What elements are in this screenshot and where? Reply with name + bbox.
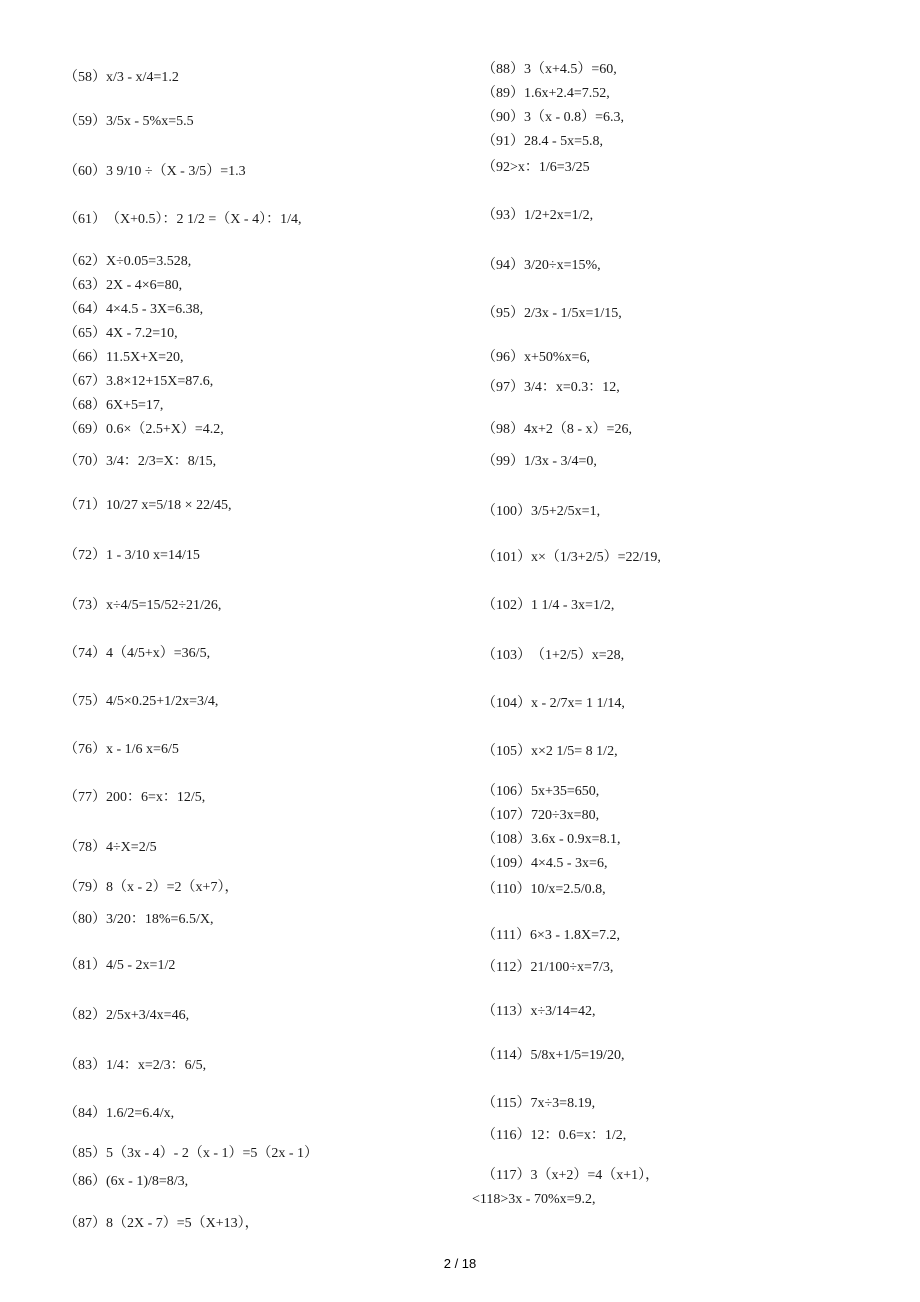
- equation-text: 3（x+4.5）=60,: [524, 62, 617, 77]
- equation-text: x÷4/5=15/52÷21/26,: [106, 598, 222, 613]
- equation-number: （100）: [482, 504, 531, 519]
- equation-item: [64, 300, 203, 320]
- equation-item: [64, 276, 182, 296]
- equation-number: （73）: [64, 598, 106, 613]
- equation-item: [482, 646, 624, 666]
- equation-item: [482, 854, 607, 874]
- equation-item: [472, 1190, 596, 1210]
- equation-item: [64, 68, 179, 88]
- equation-number: （95）: [482, 306, 524, 321]
- equation-text: （1+2/5）x=28,: [531, 648, 625, 663]
- equation-item: [482, 1126, 626, 1146]
- equation-item: [482, 1166, 659, 1186]
- equation-number: （108）: [482, 832, 531, 847]
- equation-text: 10/x=2.5/0.8,: [530, 882, 606, 897]
- equation-text: x+50%x=6,: [524, 350, 590, 365]
- equation-item: [482, 348, 590, 368]
- equation-item: [482, 548, 661, 568]
- equation-text: 720÷3x=80,: [531, 808, 600, 823]
- equation-item: [64, 348, 184, 368]
- equation-text: 8（2X - 7）=5（X+13），: [106, 1216, 259, 1231]
- equation-number: （77）: [64, 790, 106, 805]
- equation-text: 2/3x - 1/5x=1/15,: [524, 306, 622, 321]
- equation-item: [482, 1094, 595, 1114]
- equation-item: [482, 880, 606, 900]
- equation-number: （104）: [482, 696, 531, 711]
- equation-number: （60）: [64, 164, 106, 179]
- equation-number: （76）: [64, 742, 106, 757]
- equation-number: （102）: [482, 598, 531, 613]
- equation-text: 0.6×（2.5+X）=4.2,: [106, 422, 224, 437]
- equation-text: x×（1/3+2/5）=22/19,: [531, 550, 661, 565]
- equation-text: 4/5 - 2x=1/2: [106, 958, 176, 973]
- equation-text: 1.6x+2.4=7.52,: [524, 86, 610, 101]
- equation-item: [482, 926, 620, 946]
- equation-number: （79）: [64, 880, 106, 895]
- equation-number: （115）: [482, 1096, 531, 1111]
- equation-item: [482, 304, 622, 324]
- equation-item: [64, 1006, 189, 1026]
- equation-text: 3（x+2）=4（x+1），: [530, 1168, 660, 1183]
- equation-number: （70）: [64, 454, 106, 469]
- equation-item: [64, 596, 221, 616]
- equation-number: （82）: [64, 1008, 106, 1023]
- equation-item: [482, 782, 599, 802]
- page-number: 2 / 18: [443, 1256, 477, 1271]
- equation-item: [482, 958, 613, 978]
- equation-number: （72）: [64, 548, 106, 563]
- equation-text: 5x+35=650,: [531, 784, 600, 799]
- equation-item: [64, 1144, 318, 1164]
- equation-item: [482, 420, 632, 440]
- equation-number: （96）: [482, 350, 524, 365]
- equation-text: 2/5x+3/4x=46,: [106, 1008, 190, 1023]
- equation-item: [482, 1002, 595, 1022]
- equation-number: （63）: [64, 278, 106, 293]
- equation-item: [482, 1046, 624, 1066]
- equation-text: 200：6=x：12/5,: [106, 790, 206, 805]
- equation-text: 4×4.5 - 3x=6,: [531, 856, 608, 871]
- equation-item: [64, 956, 175, 976]
- equation-number: （87）: [64, 1216, 106, 1231]
- equation-number: <118>: [472, 1192, 509, 1207]
- equation-number: （85）: [64, 1146, 106, 1161]
- equation-item: [482, 108, 624, 128]
- equation-item: [64, 910, 213, 930]
- equation-number: （112）: [482, 960, 531, 975]
- equation-item: [64, 496, 231, 516]
- equation-number: （69）: [64, 422, 106, 437]
- equation-text: 2X - 4×6=80,: [106, 278, 183, 293]
- equation-number: （58）: [64, 70, 106, 85]
- equation-text: 4/5×0.25+1/2x=3/4,: [106, 694, 219, 709]
- equation-item: [64, 1104, 174, 1124]
- equation-text: 3/5x - 5%x=5.5: [106, 114, 194, 129]
- equation-number: （98）: [482, 422, 524, 437]
- equation-number: （81）: [64, 958, 106, 973]
- equation-item: [482, 502, 600, 522]
- equation-text: 7x÷3=8.19,: [530, 1096, 596, 1111]
- equation-item: [64, 740, 179, 760]
- equation-text: 8（x - 2）=2（x+7），: [106, 880, 239, 895]
- equation-item: [64, 210, 301, 230]
- equation-item: [64, 162, 246, 182]
- equation-number: （107）: [482, 808, 531, 823]
- equation-number: （89）: [482, 86, 524, 101]
- equation-number: （110）: [482, 882, 531, 897]
- equation-number: （74）: [64, 646, 106, 661]
- equation-number: （109）: [482, 856, 531, 871]
- equation-text: 6X+5=17,: [106, 398, 164, 413]
- equation-text: 1 1/4 - 3x=1/2,: [531, 598, 615, 613]
- equation-number: （97）: [482, 380, 524, 395]
- equation-item: [482, 830, 621, 850]
- equation-number: （71）: [64, 498, 106, 513]
- equation-text: 12：0.6=x：1/2,: [530, 1128, 627, 1143]
- equation-item: [64, 324, 178, 344]
- equation-text: 3 9/10 ÷（X - 3/5）=1.3: [106, 164, 246, 179]
- equation-text: x/3 - x/4=1.2: [106, 70, 179, 85]
- equation-item: [482, 694, 625, 714]
- equation-number: （66）: [64, 350, 106, 365]
- equation-item: [64, 1214, 259, 1234]
- equation-text: 4（4/5+x）=36/5,: [106, 646, 211, 661]
- equation-number: （65）: [64, 326, 106, 341]
- equation-number: （61）: [64, 212, 106, 227]
- equation-item: [64, 692, 218, 712]
- equation-text: 3x - 70%x=9.2,: [508, 1192, 596, 1207]
- equation-text: 11.5X+X=20,: [106, 350, 184, 365]
- equation-text: 3/4：2/3=X：8/15,: [106, 454, 217, 469]
- equation-text: 3/20÷x=15%,: [524, 258, 601, 273]
- equation-text: x - 1/6 x=6/5: [106, 742, 179, 757]
- equation-number: （67）: [64, 374, 106, 389]
- equation-text: x÷3/14=42,: [530, 1004, 596, 1019]
- equation-number: （113）: [482, 1004, 531, 1019]
- equation-text: 5/8x+1/5=19/20,: [530, 1048, 625, 1063]
- equation-text: 3/20：18%=6.5/X,: [106, 912, 214, 927]
- equation-number: （103）: [482, 648, 531, 663]
- equation-text: x - 2/7x= 1 1/14,: [531, 696, 625, 711]
- equation-number: （94）: [482, 258, 524, 273]
- equation-text: x：1/6=3/25: [517, 160, 590, 175]
- equation-number: （114）: [482, 1048, 531, 1063]
- equation-number: （105）: [482, 744, 531, 759]
- equation-number: （80）: [64, 912, 106, 927]
- equation-item: [482, 742, 618, 762]
- equation-text: 1 - 3/10 x=14/15: [106, 548, 200, 563]
- equation-text: 4X - 7.2=10,: [106, 326, 178, 341]
- equation-number: （68）: [64, 398, 106, 413]
- equation-number: （91）: [482, 134, 524, 149]
- equation-text: (6x - 1)/8=8/3,: [106, 1174, 189, 1189]
- equation-number: （116）: [482, 1128, 531, 1143]
- equation-text: 1/4：x=2/3：6/5,: [106, 1058, 207, 1073]
- equation-text: （X+0.5）：2 1/2 =（X - 4）：1/4,: [106, 212, 302, 227]
- equation-item: [482, 452, 597, 472]
- equation-number: （101）: [482, 550, 531, 565]
- equation-number: （93）: [482, 208, 524, 223]
- equation-item: [64, 1056, 206, 1076]
- equation-number: （90）: [482, 110, 524, 125]
- equation-number: （117）: [482, 1168, 531, 1183]
- equation-text: 28.4 - 5x=5.8,: [524, 134, 604, 149]
- equation-item: [482, 132, 603, 152]
- equation-text: 4×4.5 - 3X=6.38,: [106, 302, 204, 317]
- equation-item: [482, 806, 599, 826]
- equation-number: （84）: [64, 1106, 106, 1121]
- equation-item: [64, 644, 210, 664]
- equation-text: 3/4：x=0.3：12,: [524, 380, 620, 395]
- equation-item: [64, 452, 216, 472]
- equation-number: （88）: [482, 62, 524, 77]
- equation-number: （75）: [64, 694, 106, 709]
- equation-text: 3/5+2/5x=1,: [531, 504, 601, 519]
- equation-item: [64, 1172, 188, 1192]
- equation-text: 4÷X=2/5: [106, 840, 157, 855]
- equation-text: 1/3x - 3/4=0,: [524, 454, 597, 469]
- equation-item: [64, 372, 213, 392]
- equation-item: [482, 256, 601, 276]
- equation-item: [64, 788, 205, 808]
- equation-item: [482, 378, 620, 398]
- equation-number: （64）: [64, 302, 106, 317]
- equation-text: 10/27 x=5/18 × 22/45,: [106, 498, 232, 513]
- equation-text: x×2 1/5= 8 1/2,: [531, 744, 618, 759]
- equation-text: 21/100÷x=7/3,: [530, 960, 614, 975]
- equation-item: [64, 252, 191, 272]
- equation-number: （99）: [482, 454, 524, 469]
- equation-text: 3.8×12+15X=87.6,: [106, 374, 214, 389]
- equation-number: （111）: [482, 928, 530, 943]
- equation-item: [64, 396, 163, 416]
- equation-number: （106）: [482, 784, 531, 799]
- equation-item: [482, 596, 614, 616]
- equation-text: X÷0.05=3.528,: [106, 254, 192, 269]
- equation-number: （62）: [64, 254, 106, 269]
- equation-number: （92>: [482, 160, 518, 175]
- equation-text: 6×3 - 1.8X=7.2,: [529, 928, 621, 943]
- equation-text: 3.6x - 0.9x=8.1,: [531, 832, 621, 847]
- equation-text: 1.6/2=6.4/x,: [106, 1106, 175, 1121]
- equation-item: [482, 60, 617, 80]
- equation-item: [482, 158, 590, 178]
- equation-text: 3（x - 0.8）=6.3,: [524, 110, 625, 125]
- equation-text: 4x+2（8 - x）=26,: [524, 422, 632, 437]
- equation-item: [64, 112, 194, 132]
- equation-number: （86）: [64, 1174, 106, 1189]
- equation-number: （59）: [64, 114, 106, 129]
- equation-item: [482, 206, 593, 226]
- equation-item: [482, 84, 610, 104]
- equation-number: （83）: [64, 1058, 106, 1073]
- equation-item: [64, 878, 238, 898]
- equation-item: [64, 838, 157, 858]
- equation-number: （78）: [64, 840, 106, 855]
- equation-item: [64, 420, 224, 440]
- equation-item: [64, 546, 200, 566]
- equation-text: 5（3x - 4）- 2（x - 1）=5（2x - 1）: [106, 1146, 319, 1161]
- equation-text: 1/2+2x=1/2,: [524, 208, 594, 223]
